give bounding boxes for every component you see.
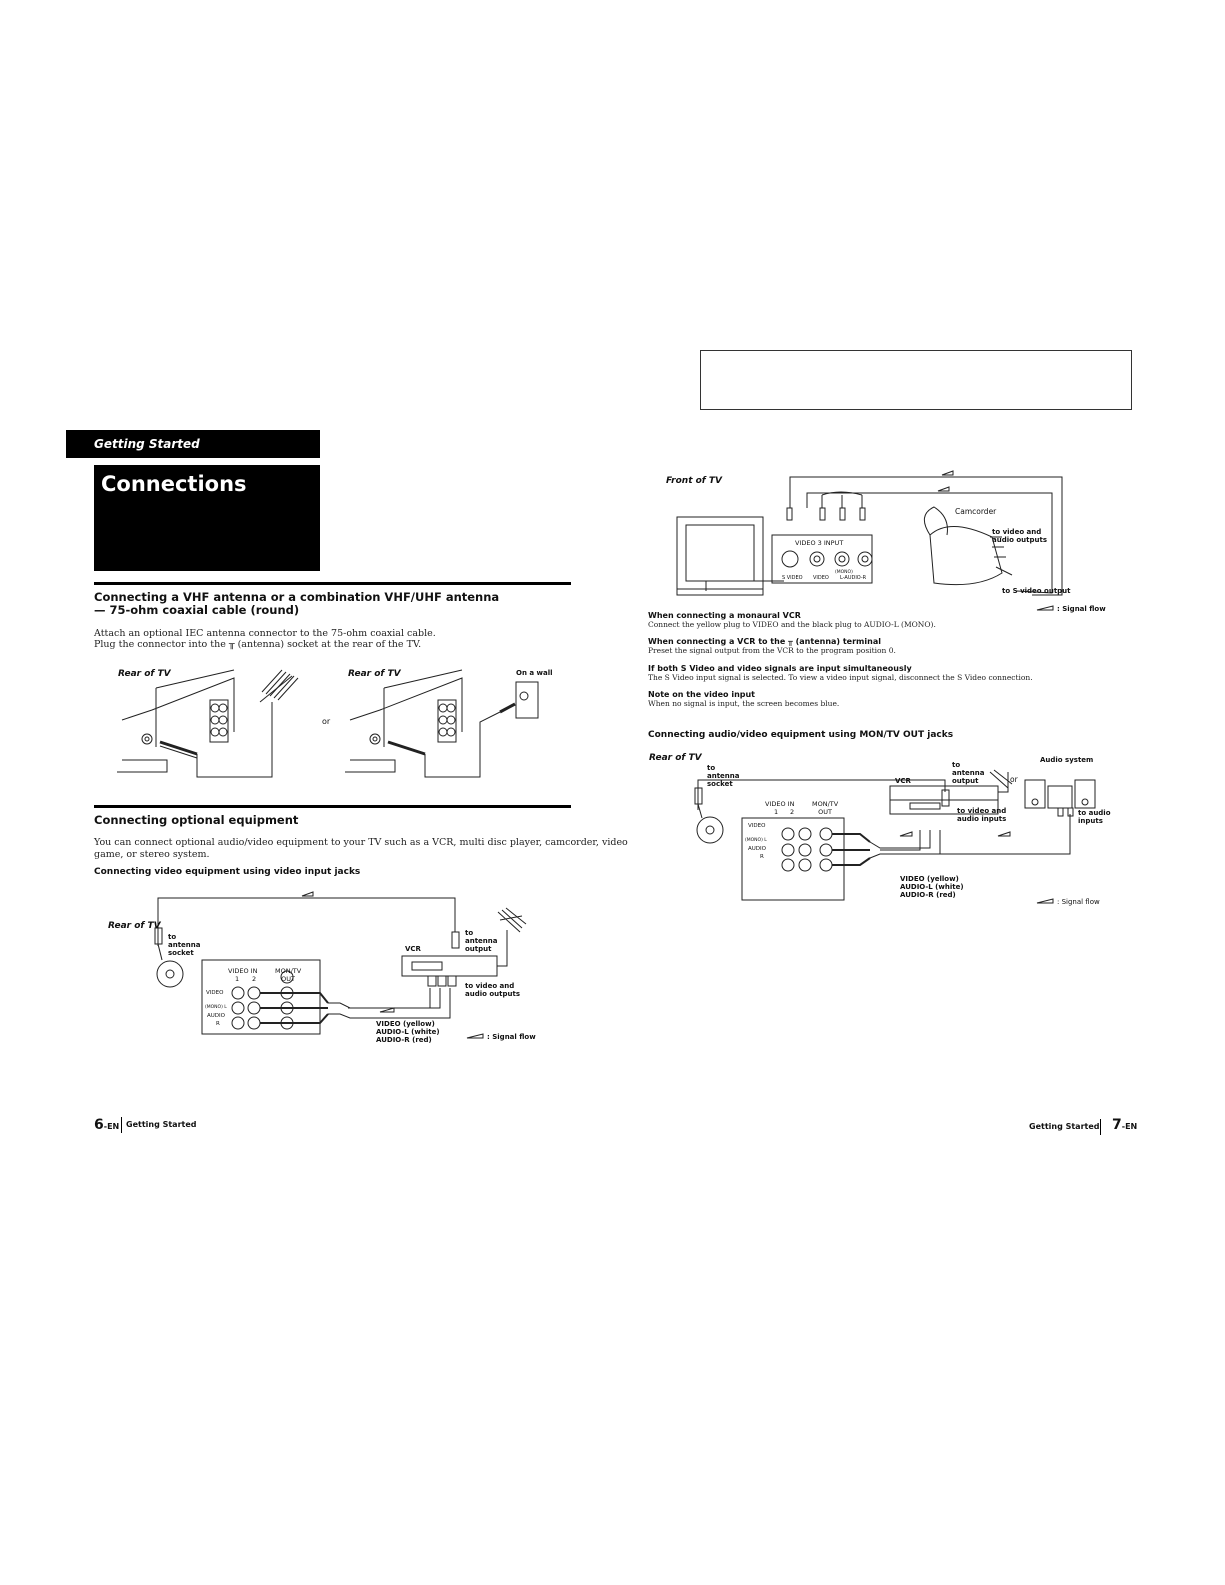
monitor-antenna-output: to antenna output — [952, 761, 985, 785]
monitor-row-video: VIDEO — [748, 823, 766, 829]
note-text: Connect the yellow plug to VIDEO and the black plug to AUDIO-L (MONO). — [648, 620, 936, 629]
optional-text-2: game, or stereo system. — [94, 849, 210, 860]
title-block — [94, 465, 320, 571]
video-in-label: VIDEO IN — [228, 967, 258, 975]
antenna-output-label: to antenna output — [465, 929, 498, 953]
antenna-figure-2 — [340, 662, 550, 780]
section-tab: Getting Started — [66, 430, 320, 458]
row-video-label: VIDEO — [206, 990, 224, 996]
antenna-text-2: Plug the connector into the ╥ (antenna) socket at the rear of the TV. — [94, 639, 422, 650]
note-text: When no signal is input, the screen becomes blue. — [648, 699, 840, 708]
row-r-label: R — [216, 1021, 220, 1027]
footer-divider — [121, 1117, 122, 1133]
antenna-heading-1: Connecting a VHF antenna or a combination VHF/UHF antenna — [94, 590, 500, 604]
video-input-subheading: Connecting video equipment using video input jacks — [94, 867, 361, 877]
monitor-to-inputs: to video and audio inputs — [957, 807, 1007, 823]
monitor-rear-label: Rear of TV — [649, 753, 702, 763]
mon-out-label: MON/TV OUT — [275, 967, 302, 983]
cam-outputs-label: to video and audio outputs — [992, 528, 1048, 544]
panel-jack-svideo: S VIDEO — [782, 575, 803, 581]
page-title: Connections — [101, 472, 247, 496]
note-text: The S Video input signal is selected. To view a video input signal, disconnect the S Video connection. — [648, 673, 1033, 682]
vcr-label: VCR — [405, 945, 421, 953]
monitor-heading: Connecting audio/video equipment using MON/TV OUT jacks — [648, 730, 954, 740]
note-heading: Note on the video input — [648, 690, 756, 699]
cable-list: VIDEO (yellow) AUDIO-L (white) AUDIO-R (red) — [376, 1020, 440, 1044]
panel-jack-audio: L-AUDIO-R — [840, 575, 867, 581]
antenna-heading-2: — 75-ohm coaxial cable (round) — [94, 603, 300, 617]
to-outputs-label: to video and audio outputs — [465, 982, 521, 998]
row-mono-label: (MONO) L — [205, 1005, 227, 1010]
row-audio-label: AUDIO — [207, 1013, 225, 1019]
monitor-row-audio: AUDIO — [748, 846, 766, 852]
monitor-vcr-label: VCR — [895, 777, 911, 785]
in-2-label: 2 — [252, 975, 257, 983]
page-number-right: 7-EN — [1112, 1117, 1138, 1133]
monitor-cable-list: VIDEO (yellow) AUDIO-L (white) AUDIO-R (red) — [900, 875, 964, 899]
note-heading: If both S Video and video signals are input simultaneously — [648, 664, 912, 673]
audio-system-label: Audio system — [1040, 756, 1094, 764]
signal-flow-label: : Signal flow — [487, 1033, 536, 1041]
monitor-row-mono: (MONO) L — [745, 838, 767, 843]
camcorder-label: Camcorder — [955, 507, 997, 516]
footer-divider — [1100, 1119, 1101, 1135]
panel-mono: (MONO) — [835, 570, 853, 575]
monitor-to-audio-inputs: to audio inputs — [1078, 809, 1111, 825]
monitor-or-label: or — [1010, 775, 1018, 784]
monitor-mon-out: MON/TV OUT — [812, 800, 839, 816]
panel-jack-video: VIDEO — [813, 575, 829, 581]
monitor-in-2: 2 — [790, 808, 795, 816]
antenna-text-1: Attach an optional IEC antenna connector to the 75-ohm coaxial cable. — [94, 628, 436, 639]
optional-heading: Connecting optional equipment — [94, 813, 299, 827]
optional-text-1: You can connect optional audio/video equipment to your TV such as a VCR, multi disc player, camcorder, video — [94, 837, 628, 848]
or-label: or — [322, 717, 331, 726]
note-heading: When connecting a monaural VCR — [648, 611, 801, 620]
video-input-figure — [150, 890, 530, 1050]
note-text: Preset the signal output from the VCR to the program position 0. — [648, 646, 896, 655]
page-number-left: 6-EN — [94, 1117, 120, 1133]
in-1-label: 1 — [235, 975, 240, 983]
antenna-figure-1 — [112, 662, 302, 780]
signal-flow-icon — [1037, 605, 1053, 611]
monitor-signal-flow: : Signal flow — [1057, 898, 1100, 906]
signal-flow-icon — [1037, 898, 1053, 904]
monitor-video-in: VIDEO IN — [765, 800, 795, 808]
panel-title: VIDEO 3 INPUT — [795, 539, 844, 547]
fig2-rear-label: Rear of TV — [348, 669, 401, 679]
section-rule — [94, 805, 571, 808]
signal-flow-icon — [467, 1033, 483, 1039]
s-video-output-label: to S video output — [1002, 587, 1071, 595]
monitor-in-1: 1 — [774, 808, 779, 816]
footer-section-left: Getting Started — [126, 1120, 197, 1129]
antenna-socket-label: to antenna socket — [168, 933, 201, 957]
monitor-antenna-socket: to antenna socket — [707, 764, 740, 788]
section-rule — [94, 582, 571, 585]
note-heading: When connecting a VCR to the ╥ (antenna) terminal — [648, 637, 881, 646]
monitor-row-r: R — [760, 854, 764, 860]
footer-section-right: Getting Started — [1029, 1122, 1100, 1131]
signal-flow-label: : Signal flow — [1057, 605, 1106, 613]
front-label: Front of TV — [666, 476, 722, 486]
empty-note-box — [700, 350, 1132, 410]
fig1-rear-label: Rear of TV — [118, 669, 171, 679]
wall-label: On a wall — [516, 669, 553, 677]
video-rear-label: Rear of TV — [108, 921, 161, 931]
